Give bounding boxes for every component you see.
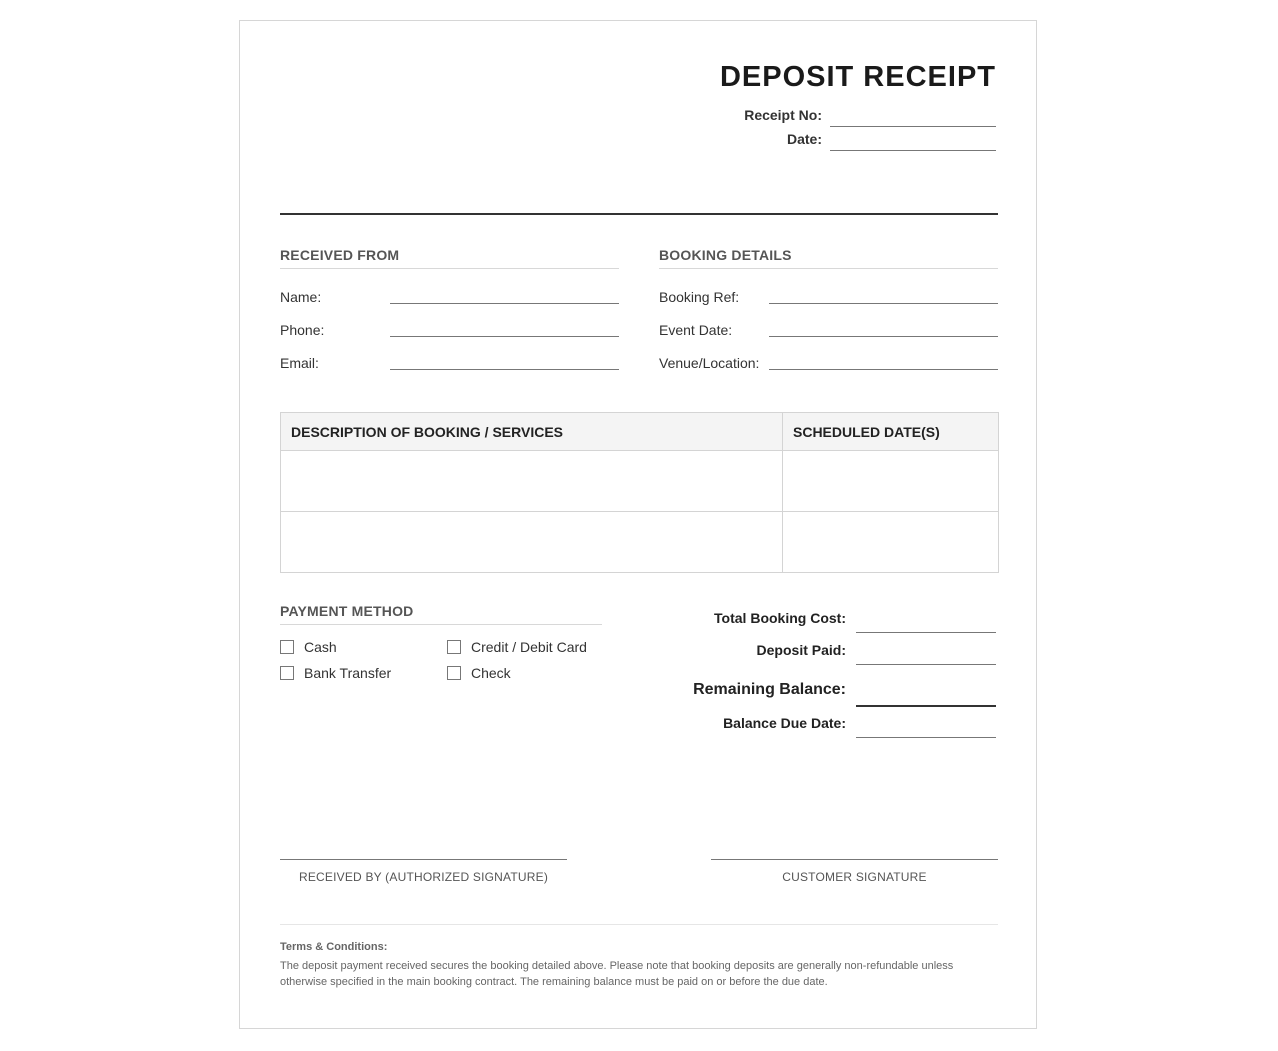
cash-label: Cash	[304, 639, 337, 655]
receipt-no-label: Receipt No:	[744, 107, 822, 123]
terms-title: Terms & Conditions:	[280, 941, 388, 953]
card-checkbox[interactable]	[447, 640, 461, 654]
booking-ref-field[interactable]	[769, 303, 998, 304]
scheduled-date-cell[interactable]	[783, 451, 999, 512]
scheduled-date-cell[interactable]	[783, 512, 999, 573]
name-label: Name:	[280, 289, 322, 305]
services-table	[280, 412, 999, 573]
phone-label: Phone:	[280, 322, 325, 338]
authorized-signature-label: RECEIVED BY (AUTHORIZED SIGNATURE)	[298, 870, 549, 884]
balance-due-date-field[interactable]	[856, 737, 996, 738]
event-date-field[interactable]	[769, 336, 998, 337]
terms-text: The deposit payment received secures the booking detailed above. Please note that booking deposits are generally non-refundable unless otherwise specified in the main booking contract. The remaining balance must be paid on or before the due date.	[280, 960, 954, 988]
terms-divider	[280, 924, 998, 925]
table-header-row	[281, 413, 999, 451]
description-column-header: DESCRIPTION OF BOOKING / SERVICES	[281, 413, 783, 451]
email-label: Email:	[280, 355, 319, 371]
remaining-balance-field[interactable]	[856, 705, 996, 707]
receipt-no-field[interactable]	[830, 126, 996, 127]
total-booking-cost-field[interactable]	[856, 632, 996, 633]
document-title: DEPOSIT RECEIPT	[719, 61, 996, 93]
cash-checkbox[interactable]	[280, 640, 294, 654]
check-label: Check	[471, 665, 511, 681]
venue-location-label: Venue/Location:	[659, 355, 760, 371]
name-field[interactable]	[390, 303, 619, 304]
receipt-page	[239, 20, 1037, 1029]
check-checkbox[interactable]	[447, 666, 461, 680]
date-field[interactable]	[830, 150, 996, 151]
card-label: Credit / Debit Card	[471, 639, 587, 655]
booking-ref-label: Booking Ref:	[659, 289, 740, 305]
description-cell[interactable]	[281, 451, 783, 512]
date-row	[736, 131, 996, 151]
table-row	[281, 451, 999, 512]
scheduled-dates-column-header: SCHEDULED DATE(S)	[783, 413, 999, 451]
remaining-balance-label: Remaining Balance:	[693, 681, 846, 698]
receipt-no-row	[736, 107, 996, 127]
total-booking-cost-label: Total Booking Cost:	[714, 610, 846, 626]
balance-due-date-label: Balance Due Date:	[723, 715, 846, 731]
description-cell[interactable]	[281, 512, 783, 573]
authorized-signature-line[interactable]	[280, 859, 567, 860]
venue-location-field[interactable]	[769, 369, 998, 370]
phone-field[interactable]	[390, 336, 619, 337]
event-date-label: Event Date:	[659, 322, 733, 338]
bank-transfer-checkbox[interactable]	[280, 666, 294, 680]
customer-signature-label: CUSTOMER SIGNATURE	[782, 870, 927, 884]
payment-method-heading: PAYMENT METHOD	[280, 603, 602, 625]
customer-signature-line[interactable]	[711, 859, 998, 860]
header-divider	[280, 213, 998, 215]
deposit-paid-field[interactable]	[856, 664, 996, 665]
email-field[interactable]	[390, 369, 619, 370]
date-label: Date:	[786, 131, 822, 147]
deposit-paid-label: Deposit Paid:	[756, 642, 846, 658]
table-row	[281, 512, 999, 573]
received-from-heading: RECEIVED FROM	[280, 247, 619, 269]
bank-transfer-label: Bank Transfer	[304, 665, 392, 681]
booking-details-heading: BOOKING DETAILS	[659, 247, 998, 269]
